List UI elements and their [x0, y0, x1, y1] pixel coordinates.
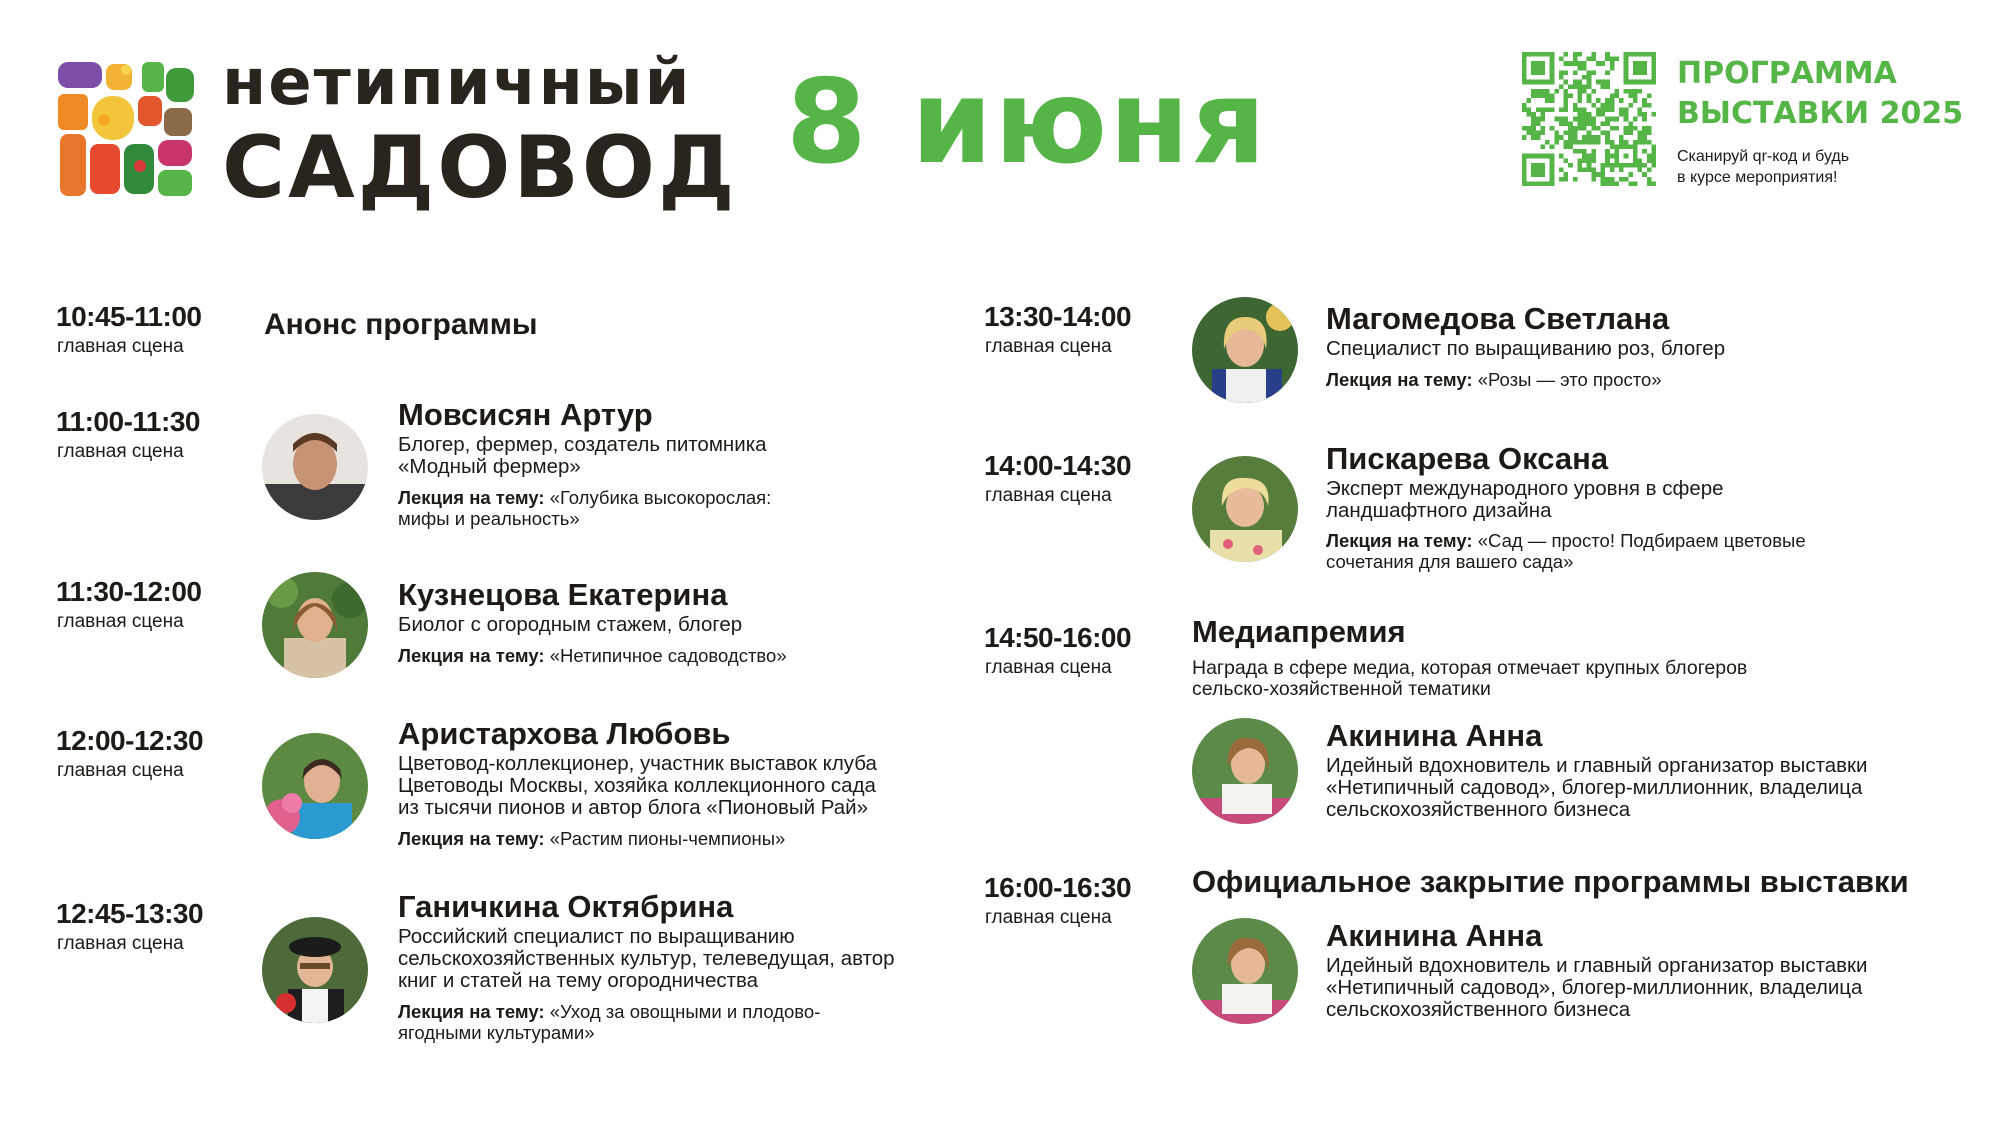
description-line: сельско-хозяйственной тематики: [1192, 678, 1491, 700]
slot-stage: главная сцена: [985, 907, 1112, 928]
speaker-photo: [1192, 718, 1298, 824]
speaker-role: [1326, 478, 1724, 522]
slot-time: 10:45-11:00: [56, 301, 202, 332]
speaker-role-line: сельскохозяйственного бизнеса: [1326, 798, 1631, 821]
speaker-role-line: Российский специалист по выращиванию: [398, 925, 795, 948]
scan-hint-line-1: Сканируй qr-код и будь: [1677, 148, 1850, 165]
speaker-photo: [1192, 297, 1298, 403]
speaker-role-line: Цветовод-коллекционер, участник выставок клуба: [398, 752, 877, 775]
slot-stage: главная сцена: [57, 933, 184, 954]
slot-stage: главная сцена: [985, 657, 1112, 678]
slot-stage: главная сцена: [57, 441, 184, 462]
speaker-role-line: Идейный вдохновитель и главный организатор выставки: [1326, 954, 1868, 977]
slot-time: 11:30-12:00: [56, 576, 202, 607]
slot-time: 12:00-12:30: [56, 725, 204, 756]
speaker-photo: [262, 414, 368, 520]
speaker-role-line: Блогер, фермер, создатель питомника: [398, 433, 767, 456]
lecture-topic: [1326, 530, 1806, 572]
slot-stage: главная сцена: [985, 485, 1112, 506]
speaker-role-line: сельскохозяйственного бизнеса: [1326, 998, 1631, 1021]
speaker-photo: [262, 917, 368, 1023]
lecture-line: [1326, 369, 1662, 390]
speaker-role: [398, 753, 877, 819]
lecture-line: [398, 1001, 820, 1022]
speaker-role: [398, 926, 895, 992]
speaker-name: Мовсисян Артур: [398, 397, 653, 432]
media-award-description: [1192, 658, 1747, 700]
lecture-label: Лекция на тему:: [1326, 530, 1473, 551]
event-date: 8 июня: [786, 55, 1268, 190]
media-award-title: Медиапремия: [1192, 614, 1406, 649]
speaker-role-line: Цветоводы Москвы, хозяйка коллекционного сада: [398, 774, 876, 797]
speaker-role-line: «Нетипичный садовод», блогер-миллионник, владелица: [1326, 976, 1863, 999]
speaker-role: [398, 434, 767, 478]
program-title-line-2: ВЫСТАВКИ 2025: [1677, 96, 1964, 131]
slot-stage: главная сцена: [985, 336, 1112, 357]
speaker-name: Аристархова Любовь: [398, 716, 731, 751]
slot-stage: главная сцена: [57, 760, 184, 781]
speaker-name: Акинина Анна: [1326, 718, 1543, 753]
speaker-role-line: «Нетипичный садовод», блогер-миллионник, владелица: [1326, 776, 1863, 799]
speaker-role-line: Биолог с огородным стажем, блогер: [398, 613, 743, 636]
speaker-name: Кузнецова Екатерина: [398, 577, 728, 612]
speaker-name: Ганичкина Октябрина: [398, 889, 734, 924]
slot-stage: главная сцена: [57, 336, 184, 357]
lecture-topic: [398, 1001, 820, 1043]
lecture-text: «Уход за овощными и плодово-: [549, 1001, 821, 1022]
vegetables-logo-icon: [56, 60, 196, 200]
description-line: Награда в сфере медиа, которая отмечает крупных блогеров: [1192, 657, 1748, 679]
speaker-role-line: Специалист по выращиванию роз, блогер: [1326, 337, 1726, 360]
scan-hint: [1677, 146, 1849, 188]
slot-time: 12:45-13:30: [56, 898, 204, 929]
program-announcement-title: Анонс программы: [264, 308, 538, 341]
speaker-role-line: «Модный фермер»: [398, 455, 581, 478]
program-title-line-1: ПРОГРАММА: [1677, 56, 1897, 91]
lecture-line: [1326, 530, 1806, 551]
lecture-label: Лекция на тему:: [398, 1001, 545, 1022]
slot-time: 16:00-16:30: [984, 872, 1132, 903]
speaker-role-line: книг и статей на тему огородничества: [398, 969, 759, 992]
lecture-text: «Розы — это просто»: [1477, 369, 1662, 390]
lecture-line: [398, 487, 771, 508]
lecture-line: мифы и реальность»: [398, 508, 580, 529]
lecture-label: Лекция на тему:: [398, 645, 545, 666]
speaker-name: Пискарева Оксана: [1326, 441, 1609, 476]
speaker-role: [398, 614, 742, 636]
lecture-line: [398, 828, 785, 849]
speaker-name: Акинина Анна: [1326, 918, 1543, 953]
speaker-role-line: из тысячи пионов и автор блога «Пионовый Рай»: [398, 796, 869, 819]
lecture-topic: [398, 645, 787, 666]
speaker-role: [1326, 755, 1867, 821]
lecture-label: Лекция на тему:: [398, 487, 545, 508]
lecture-text: «Нетипичное садоводство»: [549, 645, 787, 666]
speaker-role: [1326, 338, 1725, 360]
lecture-label: Лекция на тему:: [1326, 369, 1473, 390]
lecture-line: ягодными культурами»: [398, 1022, 595, 1043]
slot-stage: главная сцена: [57, 611, 184, 632]
brand-title: [222, 46, 738, 216]
speaker-photo: [1192, 918, 1298, 1024]
speaker-role-line: Идейный вдохновитель и главный организатор выставки: [1326, 754, 1868, 777]
speaker-role-line: Эксперт международного уровня в сфере: [1326, 477, 1724, 500]
slot-time: 14:50-16:00: [984, 622, 1132, 653]
speaker-role: [1326, 955, 1867, 1021]
slot-time: 11:00-11:30: [56, 406, 200, 437]
slot-time: 13:30-14:00: [984, 301, 1132, 332]
speaker-photo: [1192, 456, 1298, 562]
program-title: [1677, 54, 1963, 134]
brand-line-1: нетипичный: [222, 46, 692, 120]
lecture-text: «Голубика высокорослая:: [549, 487, 772, 508]
speaker-role-line: ландшафтного дизайна: [1326, 499, 1552, 522]
slot-time: 14:00-14:30: [984, 450, 1132, 481]
speaker-name: Магомедова Светлана: [1326, 301, 1670, 336]
speaker-role-line: сельскохозяйственных культур, телеведущая, автор: [398, 947, 895, 970]
lecture-label: Лекция на тему:: [398, 828, 545, 849]
lecture-topic: [398, 828, 785, 849]
lecture-line: [398, 645, 787, 666]
speaker-photo: [262, 572, 368, 678]
lecture-text: «Растим пионы-чемпионы»: [549, 828, 786, 849]
scan-hint-line-2: в курсе мероприятия!: [1677, 169, 1838, 186]
brand-line-2: САДОВОД: [222, 118, 738, 218]
lecture-topic: [398, 487, 771, 529]
lecture-line: сочетания для вашего сада»: [1326, 551, 1574, 572]
lecture-topic: [1326, 369, 1662, 390]
qr-code-icon[interactable]: [1522, 52, 1656, 186]
closing-ceremony-title: Официальное закрытие программы выставки: [1192, 864, 1909, 899]
lecture-text: «Сад — просто! Подбираем цветовые: [1477, 530, 1806, 551]
speaker-photo: [262, 733, 368, 839]
